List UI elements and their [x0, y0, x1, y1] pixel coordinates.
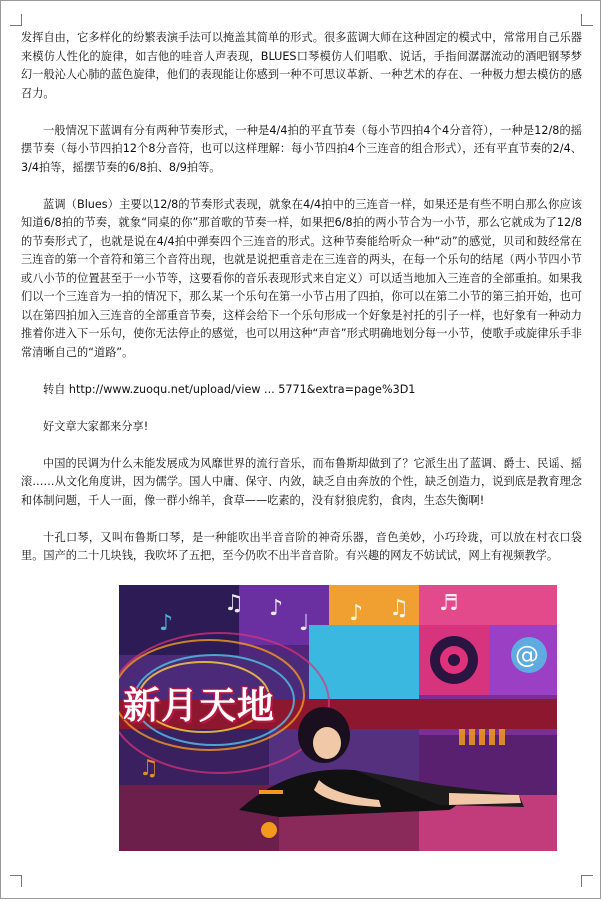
svg-text:♪: ♪: [349, 601, 364, 626]
crop-mark-bottom-left: [10, 875, 22, 887]
svg-text:♩: ♩: [299, 611, 310, 636]
source-link[interactable]: 转自 http://www.zuoqu.net/upload/view ... 5771&extra=page%3D1: [43, 382, 416, 396]
paragraph-4: 中国的民调为什么未能发展成为风靡世界的流行音乐，而布鲁斯却做到了？它派生出了蓝调、爵士、民谣、摇滚……从文化角度讲，因为儒学。国人中庸、保守、内敛，缺乏自由奔放的个性，缺乏创造力，说到底是教育理念和体制问题，千人一面，像一群小绵羊，食草——吃素的，没有豺狼虎豹，食肉，生态失衡啊!: [21, 456, 582, 507]
crop-mark-bottom-right: [581, 875, 593, 887]
banner-image: [119, 585, 557, 851]
paragraph-2: 一般情况下蓝调有分有两种节奏形式，一种是4/4拍的平直节奏（每小节四拍4个4分音符），一种是12/8的摇摆节奏（每小节四拍12个8分音符，也可以这样理解：每小节四拍4个三连音的组合形式），还有平直节奏的2/4、3/4拍等，摇摆节奏的6/8拍、8/9拍等。: [21, 123, 582, 174]
paragraph-1: 发挥自由，它多样化的纷繁表演手法可以掩盖其简单的形式。很多蓝调大师在这种固定的模式中，常常用自己乐器来模仿人性化的旋律，如吉他的哇音人声表现，BLUES口琴模仿人们唱歌、说话，手指间潺潺流动的酒吧钢琴梦幻一般沁人心肺的蓝色旋律，他们的表现能让你感到一种不可思议革新、一种艺术的存在、一种极力想去模仿的感召力。: [21, 31, 582, 100]
crop-mark-top-left: [10, 14, 22, 26]
svg-text:♪: ♪: [269, 596, 284, 621]
crop-mark-top-right: [581, 14, 593, 26]
svg-text:♫: ♫: [139, 756, 159, 781]
svg-text:♫: ♫: [389, 596, 409, 621]
banner-title: 新月天地: [123, 684, 275, 727]
svg-text:@: @: [515, 641, 539, 669]
article-body: [21, 29, 582, 584]
svg-text:♪: ♪: [159, 611, 174, 636]
paragraph-5: 十孔口琴，又叫布鲁斯口琴，是一种能吹出半音音阶的神奇乐器，音色美妙，小巧玲珑，可以放在村衣口袋里。国产的二十几块钱，我吹坏了五把，至今仍吹不出半音音阶。有兴趣的网友不妨试试，网上有视频教学。: [21, 530, 582, 562]
paragraph-3: 蓝调（Blues）主要以12/8的节奏形式表现，就象在4/4拍中的三连音一样，如果还是有些不明白那么你应该知道6/8拍的节奏，就象“同桌的你”那首歌的节奏一样，如果把6/8拍的两小节合为一小节，那么它就成为了12/8的节奏形式了，也就是说在4/4拍中弹奏四个三连音的形式。这种节奏能给听众一种“动”的感觉，贝司和鼓经常在三连音的第一个音符和第三个音符出现，也就是说把重音走在三连音的两头，在每一个乐句的结尾（两小节四小节或八小节的位置甚至于一小节等，这要看你的音乐表现形式来自定义）可以适当地加入三连音的全部重拍。如果我们以一个三连音为一拍的情况下，那么某一个乐句在第一小节占用了四拍，你可以在第二小节的第三拍开始，也可以在第四拍加入三连音的全部重音节奏，这样会给下一个乐句形成一个好象是衬托的引子一样，也好象有一种动力推着你进入下一乐句，使你无法停止的感觉，也可以用这种“声音”形式明确地划分每一小节，使歌手或旋律乐手非常清晰自己的“道路”。: [21, 197, 582, 359]
svg-text:♬: ♬: [439, 591, 459, 616]
paragraph-share: 好文章大家都来分享!: [43, 419, 149, 433]
svg-text:♫: ♫: [224, 591, 244, 616]
